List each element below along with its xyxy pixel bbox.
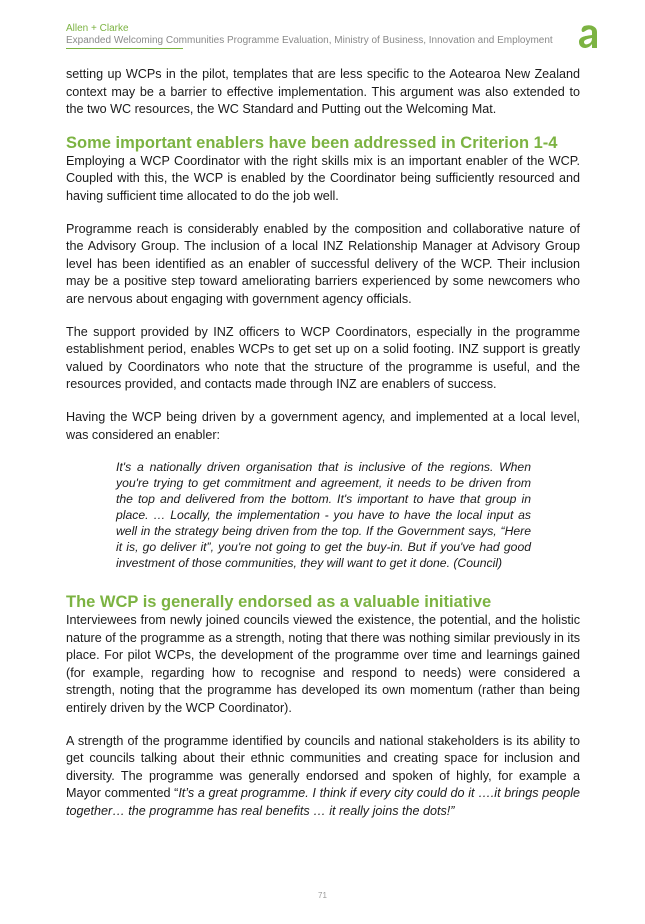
page-number: 71 xyxy=(318,891,327,900)
main-content xyxy=(66,66,580,836)
document-subtitle: Expanded Welcoming Communities Programme Evaluation, Ministry of Business, Innovation and Employment xyxy=(66,35,553,46)
brand-name: Allen + Clarke xyxy=(66,23,129,34)
paragraph: Having the WCP being driven by a government agency, and implemented at a local level, was considered an enabler: xyxy=(66,409,580,442)
allen-clarke-logo-icon xyxy=(578,24,600,50)
mayor-quote: It’s a great programme. I think if every city could do it ….it brings people together… the programme has real benefits … it really joins the dots!” xyxy=(66,786,581,819)
section-heading: Some important enablers have been addressed in Criterion 1-4 xyxy=(66,133,558,152)
header-divider xyxy=(66,48,183,49)
paragraph: Interviewees from newly joined councils viewed the existence, the potential, and the holistic nature of the programme as a strength, noting that there was nothing similar previously in its place. For pilot WCPs, the development of the programme over time and learnings gained (for example, regarding how to recognise and respond to needs) were considered a strength, noting that the programme has developed its own momentum (rather than being entirely driven by the WCP Coordinator). xyxy=(66,613,580,716)
block-quote: It's a nationally driven organisation that is inclusive of the regions. When you're trying to get commitment and agreement, it needs to be driven from the top and delivered from the bottom. It's important to have that group in place. … Locally, the implementation - you have to have the local input as well in the strategy being driven from the top. If the Government says, “Here it is, go deliver it”, you're not going to get the buy-in. But if you've had good investment of those communities, they will want to get it done. (Council) xyxy=(116,460,531,571)
paragraph: The support provided by INZ officers to WCP Coordinators, especially in the programme establishment period, enables WCPs to get set up on a solid footing. INZ support is greatly valued by Coordinators who note that the structure of the programme is useful, and the resources provided, and contacts made through INZ are enablers of success. xyxy=(66,324,580,392)
paragraph xyxy=(66,733,580,821)
page-header xyxy=(66,23,553,47)
paragraph: Programme reach is considerably enabled by the composition and collaborative nature of the Advisory Group. The inclusion of a local INZ Relationship Manager at Advisory Group level has been identified as an enabler of successful delivery of the WCP. Their inclusion may be a positive step toward ameliorating barriers experienced by some newcomers who are nervous about engaging with government agency officials. xyxy=(66,221,580,306)
paragraph: Employing a WCP Coordinator with the right skills mix is an important enabler of the WCP. Coupled with this, the WCP is enabled by the Coordinator being sufficiently resourced and having sufficient time allocated to do the job well. xyxy=(66,153,580,203)
section-heading: The WCP is generally endorsed as a valuable initiative xyxy=(66,593,492,612)
paragraph: setting up WCPs in the pilot, templates that are less specific to the Aotearoa New Zealand context may be a barrier to effective implementation. This argument was also extended to the two WC resources, the WC Standard and Putting out the Welcoming Mat. xyxy=(66,67,580,117)
paragraph-text: A strength of the programme identified by councils and national stakeholders is its ability to get councils talking about their ethnic communities and creating space for inclusion and diversity. The programme was generally endorsed and spoken of highly, for example a Mayor commented “ xyxy=(66,733,580,801)
